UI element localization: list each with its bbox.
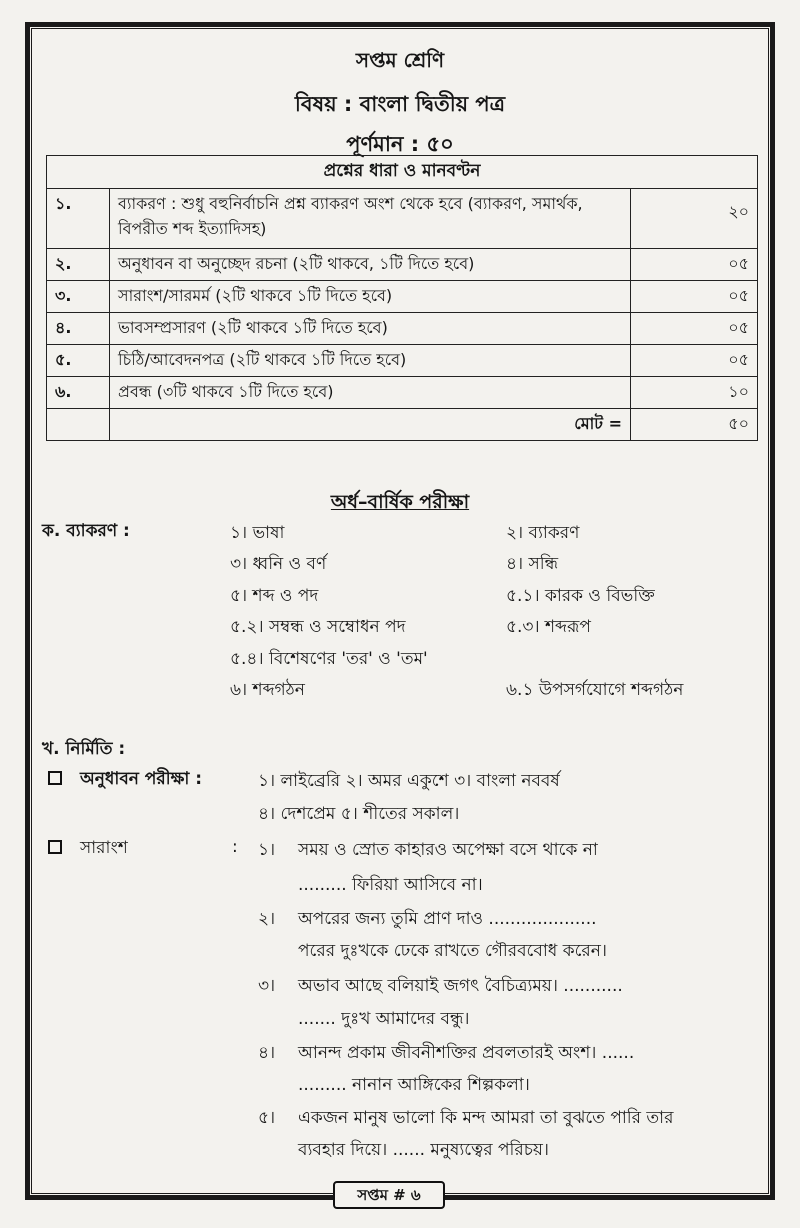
row-marks: ১০ <box>631 377 758 409</box>
row-description: ভাবসম্প্রসারণ (২টি থাকবে ১টি দিতে হবে) <box>110 313 631 345</box>
grammar-label: ক. ব্যাকরণ : <box>42 521 130 541</box>
row-marks: ০৫ <box>631 345 758 377</box>
syllabus-item: ৫.১। কারক ও বিভক্তি <box>506 586 655 606</box>
table-row <box>47 313 758 345</box>
page-number-footer: সপ্তম # ৬ <box>333 1181 445 1209</box>
row-description: ব্যাকরণ : শুধু বহুনির্বাচনি প্রশ্ন ব্যাকরণ অংশ থেকে হবে (ব্যাকরণ, সমার্থক, বিপরীত শব্দ ইত্যাদিসহ) <box>110 189 631 249</box>
summary-number: ১। <box>258 840 276 860</box>
summary-line: ......... নানান আঙ্গিকের শিল্পকলা। <box>298 1075 530 1095</box>
subject-title: বিষয় : বাংলা দ্বিতীয় পত্র <box>294 92 506 116</box>
class-title: সপ্তম শ্রেণি <box>355 48 445 72</box>
syllabus-item: ৩। ধ্বনি ও বর্ণ <box>230 554 327 574</box>
composition-label: খ. নির্মিতি : <box>42 739 126 759</box>
comprehension-topics: ১। লাইব্রেরি ২। অমর একুশে ৩। বাংলা নববর্ষ <box>258 771 560 791</box>
row-marks: ০৫ <box>631 313 758 345</box>
table-total-row <box>47 409 758 441</box>
syllabus-item: ৫.৩। শব্দরূপ <box>506 617 591 637</box>
row-number: ৩. <box>47 281 110 313</box>
row-description: চিঠি/আবেদনপত্র (২টি থাকবে ১টি দিতে হবে) <box>110 345 631 377</box>
table-heading: প্রশ্নের ধারা ও মানবণ্টন <box>47 156 758 189</box>
row-description: প্রবন্ধ (৩টি থাকবে ১টি দিতে হবে) <box>110 377 631 409</box>
syllabus-item: ৫.২। সম্বন্ধ ও সম্বোধন পদ <box>230 617 406 637</box>
summary-line: ....... দুঃখ আমাদের বন্ধু। <box>298 1009 470 1029</box>
row-number: ২. <box>47 249 110 281</box>
marks-distribution-table <box>46 155 758 441</box>
row-number: ৪. <box>47 313 110 345</box>
table-row <box>47 249 758 281</box>
comprehension-topics: ৪। দেশপ্রেম ৫। শীতের সকাল। <box>258 804 460 824</box>
exam-title: অর্ধ–বার্ষিক পরীক্ষা <box>330 491 470 513</box>
row-marks: ২০ <box>631 189 758 249</box>
table-row <box>47 345 758 377</box>
comprehension-label: অনুধাবন পরীক্ষা : <box>80 769 203 789</box>
summary-line: আনন্দ প্রকাম জীবনীশক্তির প্রবলতারই অংশ। ...... <box>298 1043 635 1063</box>
row-number: ৫. <box>47 345 110 377</box>
summary-line: পরের দুঃখকে ঢেকে রাখতে গৌরববোধ করেন। <box>298 941 608 961</box>
table-row <box>47 189 758 249</box>
checkbox-icon <box>48 771 62 785</box>
syllabus-item: ৬। শব্দগঠন <box>230 680 305 700</box>
row-marks: ০৫ <box>631 281 758 313</box>
summary-number: ৩। <box>258 976 276 996</box>
summary-number: ২। <box>258 909 276 929</box>
summary-number: ৪। <box>258 1043 276 1063</box>
syllabus-item: ২। ব্যাকরণ <box>506 523 580 543</box>
summary-line: ......... ফিরিয়া আসিবে না। <box>298 875 483 895</box>
summary-label: সারাংশ <box>80 838 128 858</box>
summary-line: ব্যবহার দিয়ে। ...... মনুষ্যত্বের পরিচয়। <box>298 1140 550 1160</box>
syllabus-item: ৫। শব্দ ও পদ <box>230 586 319 606</box>
full-marks: পূর্ণমান : ৫০ <box>346 132 454 156</box>
syllabus-item: ১। ভাষা <box>230 523 285 543</box>
table-row <box>47 281 758 313</box>
syllabus-item: ৪। সন্ধি <box>506 554 559 574</box>
total-marks: ৫০ <box>631 409 758 441</box>
row-number: ৬. <box>47 377 110 409</box>
summary-line: সময় ও স্রোত কাহারও অপেক্ষা বসে থাকে না <box>298 840 598 860</box>
row-description: অনুধাবন বা অনুচ্ছেদ রচনা (২টি থাকবে, ১টি দিতে হবে) <box>110 249 631 281</box>
total-label: মোট = <box>110 409 631 441</box>
summary-line: একজন মানুষ ভালো কি মন্দ আমরা তা বুঝতে পারি তার <box>298 1108 674 1128</box>
summary-number: ৫। <box>258 1108 276 1128</box>
summary-line: অভাব আছে বলিয়াই জগৎ বৈচিত্র্যময়। ........... <box>298 976 623 996</box>
table-heading-row <box>47 156 758 189</box>
summary-line: অপরের জন্য তুমি প্রাণ দাও .................... <box>298 909 597 929</box>
row-description: সারাংশ/সারমর্ম (২টি থাকবে ১টি দিতে হবে) <box>110 281 631 313</box>
summary-colon: : <box>232 837 238 857</box>
table-row <box>47 377 758 409</box>
checkbox-icon <box>48 840 62 854</box>
row-number: ১. <box>47 189 110 249</box>
row-marks: ০৫ <box>631 249 758 281</box>
syllabus-item: ৫.৪। বিশেষণের 'তর' ও 'তম' <box>230 649 428 669</box>
syllabus-item: ৬.১ উপসর্গযোগে শব্দগঠন <box>506 680 684 700</box>
